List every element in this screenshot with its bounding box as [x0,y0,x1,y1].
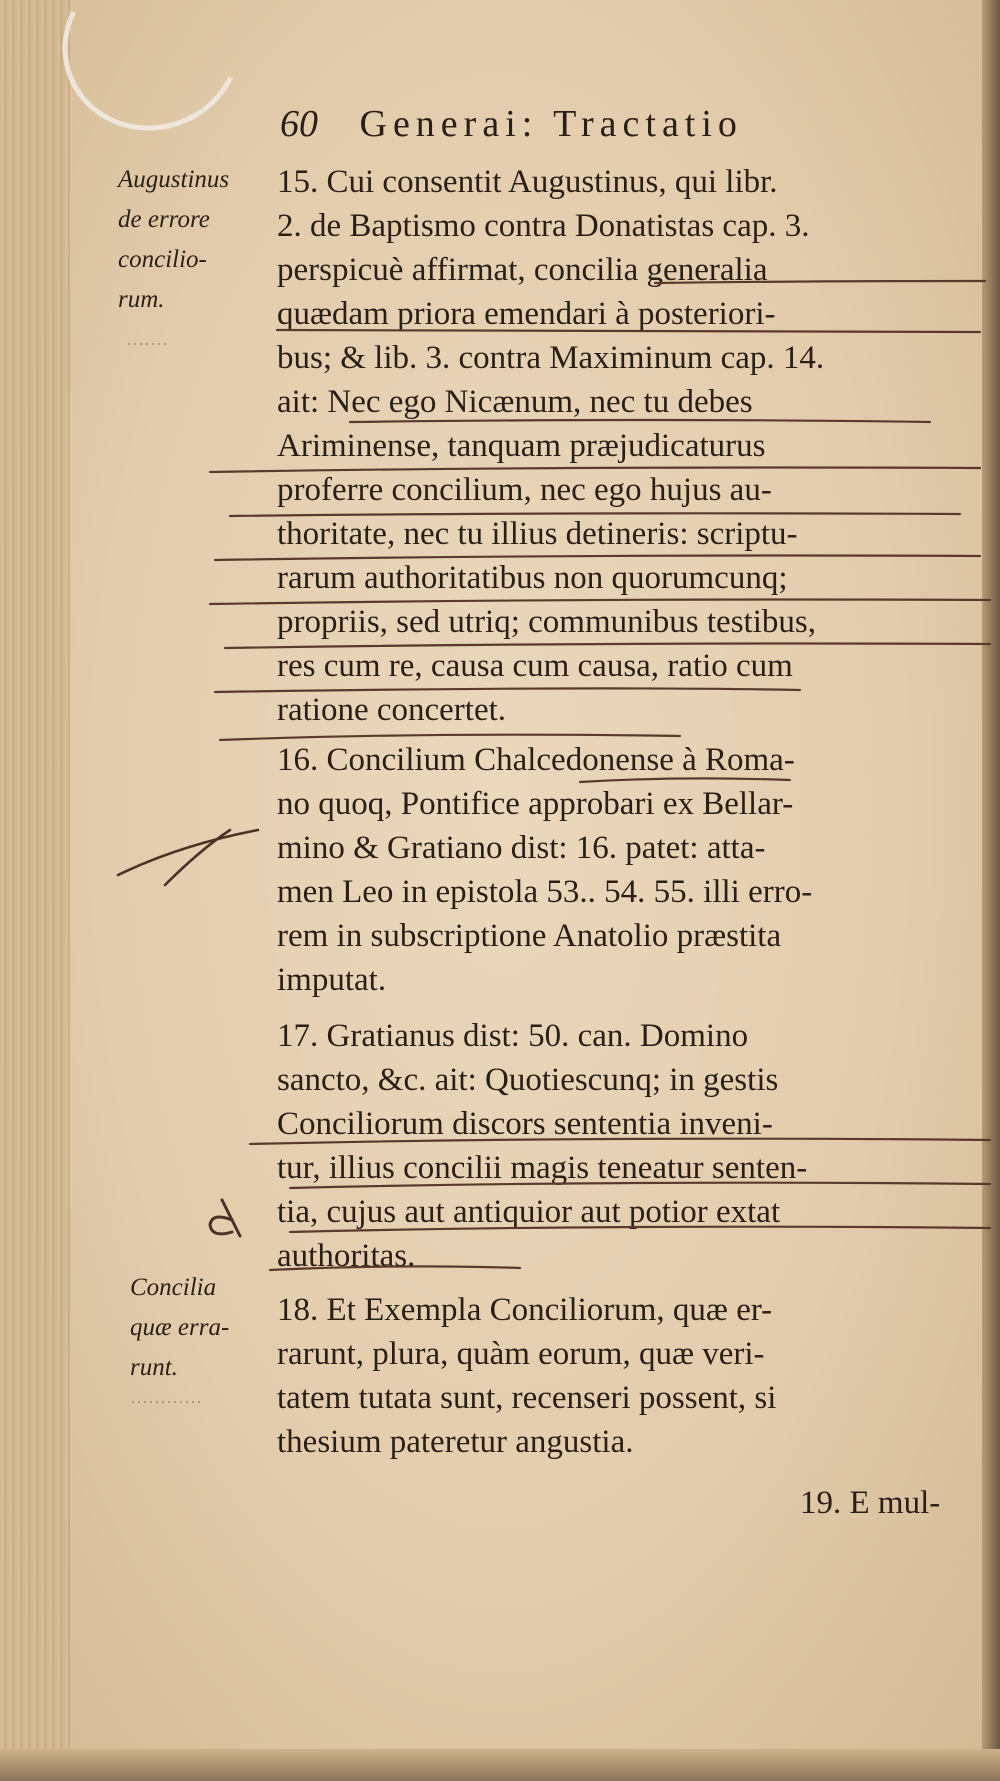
text-line: proferre concilium, nec ego hujus au- [277,472,772,508]
text-line: 16. Concilium Chalcedonense à Roma- [277,742,795,778]
text-line: imputat. [277,962,387,998]
margin-note-augustinus: Augustinus de errore concilio- rum. [118,166,230,313]
text-line: 15. Cui consentit Augustinus, qui libr. [277,164,778,200]
text-line: no quoq, Pontifice approbari ex Bellar- [277,786,794,822]
text-line: 2. de Baptismo contra Donatistas cap. 3. [277,208,810,244]
text-line: rarum authoritatibus non quorumcunq; [277,560,788,596]
text-line: thoritate, nec tu illius detineris: scriptu- [277,516,798,552]
underline [210,600,990,605]
underline [230,513,960,516]
catchword: 19. E mul- [800,1485,941,1521]
text-line: authoritas. [277,1238,416,1274]
text-line: 17. Gratianus dist: 50. can. Domino [277,1018,749,1054]
underline [277,330,980,332]
underline [270,1266,520,1270]
text-line: propriis, sed utriq; communibus testibus, [277,604,816,640]
underline [290,1183,990,1188]
text-line: sancto, &c. ait: Quotiescunq; in gestis [277,1062,779,1098]
underline [290,1227,990,1232]
text-line: tur, illius concilii magis teneatur senten- [277,1150,808,1186]
text-line: mino & Gratiano dist: 16. patet: atta- [277,830,766,866]
underline [250,1139,990,1144]
margin-note-concilia: Concilia quæ erra- runt. [130,1274,230,1381]
text-line: men Leo in epistola 53.. 54. 55. illi erro- [277,874,813,910]
underline [350,420,930,422]
text-line: Conciliorum discors sententia inveni- [277,1106,773,1142]
margin-mark-arrow [118,830,258,885]
underline [225,644,990,649]
text-line: thesium pateretur angustia. [277,1424,634,1460]
text-line: rem in subscriptione Anatolio præstita [277,918,782,954]
text-line: perspicuè affirmat, concilia generalia [277,252,768,288]
margin-mark-flourish [210,1200,240,1236]
text-line: res cum re, causa cum causa, ratio cum [277,648,793,684]
page-number: 60 [280,103,318,145]
text-line: 18. Et Exempla Conciliorum, quæ er- [277,1292,773,1328]
running-title: Generai: Tractatio [359,103,743,145]
underline [580,778,790,782]
text-line: quædam priora emendari à posteriori- [277,296,776,332]
text-line: rarunt, plura, quàm eorum, quæ veri- [277,1336,765,1372]
underline [210,468,980,473]
text-line: Ariminense, tanquam præjudicaturus [277,428,766,464]
text-line: bus; & lib. 3. contra Maximinum cap. 14. [277,340,825,376]
underline [655,281,985,283]
underline [220,735,680,740]
text-line: tia, cujus aut antiquior aut potior extat [277,1194,781,1230]
underline [215,556,980,561]
text-line: tatem tutata sunt, recenseri possent, si [277,1380,777,1416]
underline [215,688,800,692]
text-line: ratione concertet. [277,692,507,728]
text-line: ait: Nec ego Nicænum, nec tu debes [277,384,753,420]
